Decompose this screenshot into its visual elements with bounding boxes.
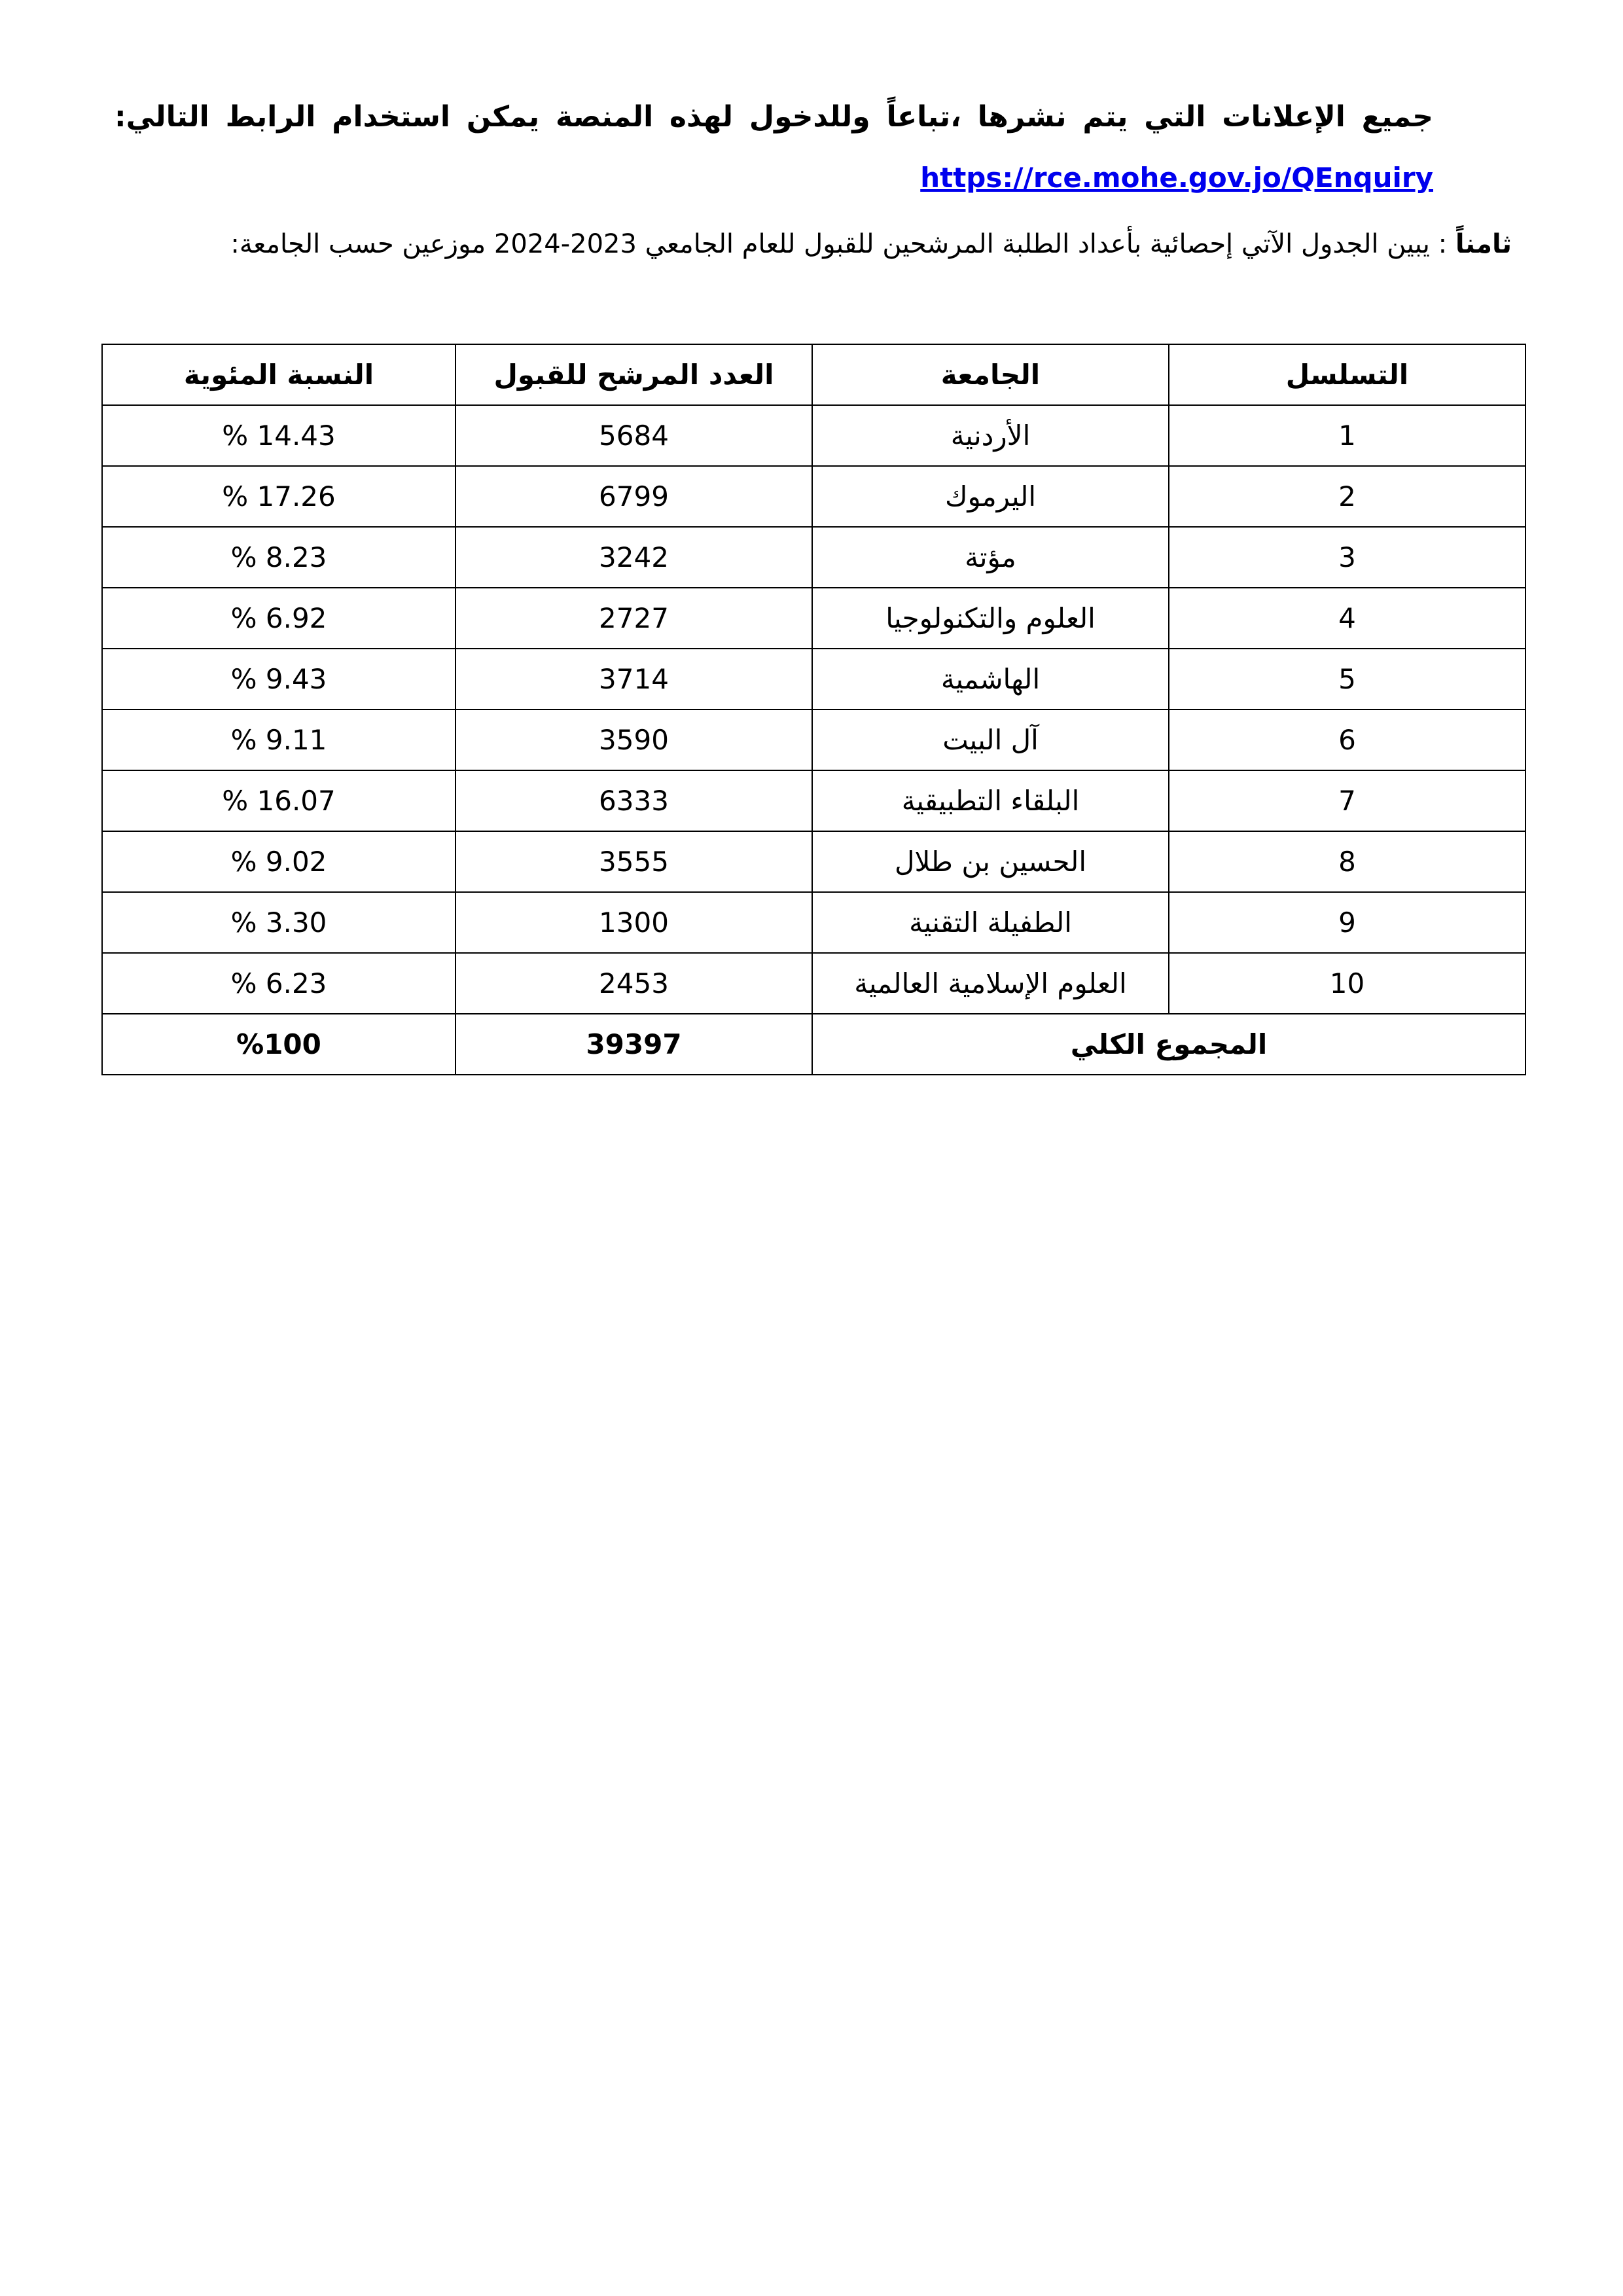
intro-announcement-text: جميع الإعلانات التي يتم نشرها ،تباعاً وللدخول لهذه المنصة يمكن استخدام الرابط التالي: <box>115 100 1433 134</box>
header-percent: النسبة المئوية <box>102 344 455 405</box>
cell-university: آل البيت <box>812 709 1169 770</box>
cell-university: الهاشمية <box>812 649 1169 709</box>
cell-serial: 7 <box>1169 770 1525 831</box>
cell-percent: % 8.23 <box>102 527 455 588</box>
cell-serial: 1 <box>1169 405 1525 466</box>
cell-percent: % 6.23 <box>102 953 455 1014</box>
header-university: الجامعة <box>812 344 1169 405</box>
table-row <box>102 709 1525 770</box>
cell-serial: 5 <box>1169 649 1525 709</box>
cell-serial: 9 <box>1169 892 1525 953</box>
section-lead: ثامناً <box>1455 229 1512 259</box>
cell-university: العلوم الإسلامية العالمية <box>812 953 1169 1014</box>
cell-count: 3555 <box>455 831 812 892</box>
cell-university: الحسين بن طلال <box>812 831 1169 892</box>
cell-percent: % 14.43 <box>102 405 455 466</box>
cell-university: مؤتة <box>812 527 1169 588</box>
cell-university: البلقاء التطبيقية <box>812 770 1169 831</box>
cell-serial: 6 <box>1169 709 1525 770</box>
cell-serial: 4 <box>1169 588 1525 649</box>
section-eight-paragraph <box>144 223 1512 266</box>
cell-percent: % 3.30 <box>102 892 455 953</box>
cell-percent: % 6.92 <box>102 588 455 649</box>
cell-count: 2727 <box>455 588 812 649</box>
table-header-row <box>102 344 1525 405</box>
table-row <box>102 466 1525 527</box>
table-row <box>102 770 1525 831</box>
cell-serial: 2 <box>1169 466 1525 527</box>
cell-serial: 8 <box>1169 831 1525 892</box>
table-row <box>102 405 1525 466</box>
cell-percent: % 9.43 <box>102 649 455 709</box>
table-row <box>102 953 1525 1014</box>
cell-university: الطفيلة التقنية <box>812 892 1169 953</box>
table-row <box>102 892 1525 953</box>
total-count: 39397 <box>455 1014 812 1075</box>
cell-count: 3590 <box>455 709 812 770</box>
header-serial: التسلسل <box>1169 344 1525 405</box>
table-row <box>102 588 1525 649</box>
admissions-table <box>101 344 1526 1075</box>
cell-count: 2453 <box>455 953 812 1014</box>
cell-university: اليرموك <box>812 466 1169 527</box>
cell-serial: 3 <box>1169 527 1525 588</box>
total-label: المجموع الكلي <box>812 1014 1525 1075</box>
section-body: : يبين الجدول الآتي إحصائية بأعداد الطلبة المرشحين للقبول للعام الجامعي 2023-2024 موزعين حسب الجامعة: <box>230 229 1448 259</box>
table-row <box>102 649 1525 709</box>
cell-university: الأردنية <box>812 405 1169 466</box>
cell-university: العلوم والتكنولوجيا <box>812 588 1169 649</box>
cell-count: 6799 <box>455 466 812 527</box>
cell-count: 3242 <box>455 527 812 588</box>
cell-percent: % 17.26 <box>102 466 455 527</box>
cell-count: 6333 <box>455 770 812 831</box>
table-total-row <box>102 1014 1525 1075</box>
cell-percent: % 9.02 <box>102 831 455 892</box>
header-count: العدد المرشح للقبول <box>455 344 812 405</box>
enquiry-link[interactable]: https://rce.mohe.gov.jo/QEnquiry <box>920 162 1433 194</box>
table-row <box>102 527 1525 588</box>
cell-serial: 10 <box>1169 953 1525 1014</box>
cell-count: 1300 <box>455 892 812 953</box>
enquiry-link-line <box>115 160 1433 196</box>
cell-percent: % 9.11 <box>102 709 455 770</box>
cell-count: 5684 <box>455 405 812 466</box>
table-row <box>102 831 1525 892</box>
cell-percent: % 16.07 <box>102 770 455 831</box>
total-percent: %100 <box>102 1014 455 1075</box>
cell-count: 3714 <box>455 649 812 709</box>
